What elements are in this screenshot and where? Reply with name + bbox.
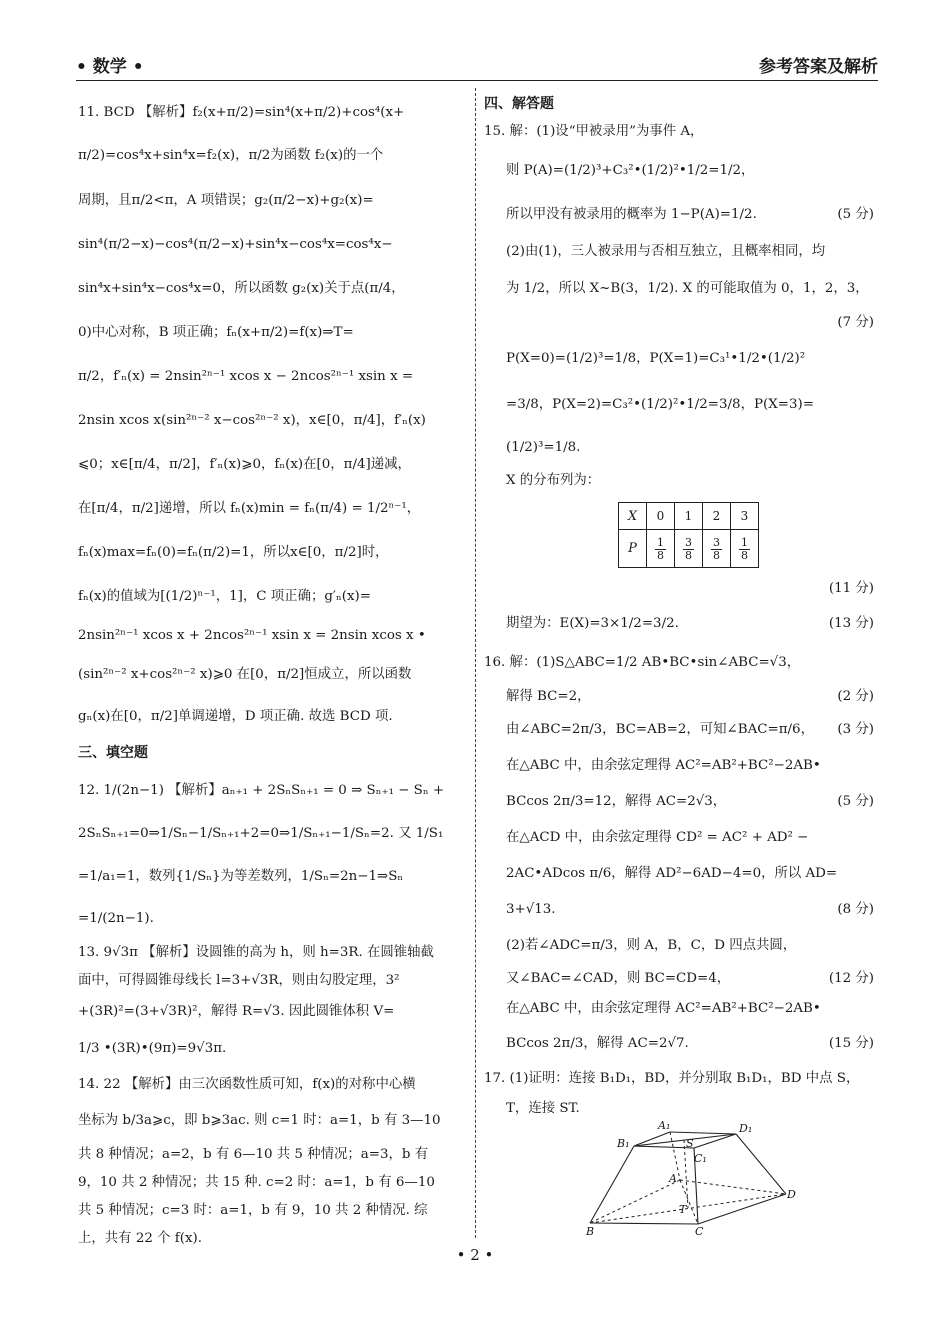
line-text: 12. 1/(2n−1) 【解析】aₙ₊₁ + 2SₙSₙ₊₁ = 0 ⇒ Sₙ₊₁ − Sₙ +: [78, 783, 445, 799]
line-text: π/2)=cos⁴x+sin⁴x=f₂(x)，π/2为函数 f₂(x)的一个: [78, 148, 384, 164]
denominator: 8: [713, 549, 720, 562]
right-column: [484, 92, 874, 1124]
table-row: [619, 503, 759, 530]
text-line: [484, 604, 874, 644]
score-points: (8 分): [837, 902, 874, 918]
line-text: (1/2)³=1/8.: [506, 440, 581, 456]
numerator: 3: [713, 535, 720, 549]
line-text: 四、解答题: [484, 96, 554, 112]
text-line: [78, 1197, 466, 1225]
numerator: 1: [657, 535, 664, 549]
score-points: (15 分): [828, 1036, 874, 1052]
text-line: [484, 468, 874, 494]
text-line: [78, 575, 466, 619]
line-text: 期望为：E(X)=3×1/2=3/2.: [506, 616, 679, 632]
text-line: [484, 820, 874, 856]
line-text: fₙ(x)max=fₙ(0)=fₙ(π/2)=1，所以x∈[0，π/2]时，: [78, 545, 389, 561]
line-text: P(X=0)=(1/2)³=1/8，P(X=1)=C₃¹•1/2•(1/2)²: [506, 351, 806, 367]
line-text: 2nsin xcos x(sin²ⁿ⁻² x−cos²ⁿ⁻² x)，x∈[0，π/4]，f′ₙ(x): [78, 413, 426, 429]
text-line: [78, 267, 466, 311]
line-text: 在[π/4，π/2]递增，所以 fₙ(x)min = fₙ(π/4) = 1/2ⁿ⁻¹，: [78, 501, 421, 517]
text-line: [484, 964, 874, 994]
line-text: 上，共有 22 个 f(x).: [78, 1231, 202, 1247]
section-heading: [484, 92, 874, 116]
table-cell: 2: [703, 503, 731, 530]
text-line: [78, 939, 466, 967]
line-text: BCcos 2π/3=12，解得 AC=2√3，: [506, 794, 727, 810]
line-text: 9，10 共 2 种情况；共 15 种. c=2 时：a=1，b 有 6—10: [78, 1175, 435, 1191]
line-text: (sin²ⁿ⁻² x+cos²ⁿ⁻² x)⩾0 在[0，π/2]恒成立，所以函数: [78, 667, 412, 683]
text-line: [78, 855, 466, 899]
label-S: S: [686, 1137, 694, 1150]
table-cell: 3: [731, 503, 759, 530]
label-C1: C₁: [694, 1152, 707, 1165]
line-text: (2)由(1)，三人被录用与否相互独立，且概率相同，均: [506, 244, 826, 260]
line-text: 由∠ABC=2π/3，BC=AB=2，可知∠BAC=π/6，: [506, 722, 814, 738]
line-text: 三、填空题: [78, 745, 148, 761]
left-column: [78, 92, 466, 1253]
line-text: +(3R)²=(3+√3R)²，解得 R=√3. 因此圆锥体积 V=: [78, 1004, 395, 1020]
text-line: [484, 1024, 874, 1064]
text-line: [484, 428, 874, 468]
table-cell: [731, 530, 759, 568]
fraction: [711, 537, 722, 562]
label-B1: B₁: [617, 1137, 630, 1150]
table-cell: [703, 530, 731, 568]
text-line: [484, 1064, 874, 1094]
text-line: [484, 994, 874, 1024]
text-line: [78, 443, 466, 487]
text-line: [78, 355, 466, 399]
line-text: 11. BCD 【解析】f₂(x+π/2)=sin⁴(x+π/2)+cos⁴(x+: [78, 104, 405, 120]
line-text: =1/(2n−1).: [78, 911, 154, 927]
distribution-table: [618, 502, 759, 568]
line-text: 周期，且π/2<π，A 项错误；g₂(π/2−x)+g₂(x)=: [78, 193, 374, 209]
text-line: [484, 148, 874, 194]
line-text: 2SₙSₙ₊₁=0⇒1/Sₙ−1/Sₙ₊₁+2=0⇒1/Sₙ₊₁−1/Sₙ=2. 又 1/S₁: [78, 826, 444, 842]
text-line: [78, 311, 466, 355]
line-text: sin⁴x+sin⁴x−cos⁴x=0，所以函数 g₂(x)关于点(π/4，: [78, 281, 405, 297]
line-text: π/2，f′ₙ(x) = 2nsin²ⁿ⁻¹ xcos x − 2ncos²ⁿ⁻¹ xsin x =: [78, 369, 414, 385]
numerator: 3: [685, 535, 692, 549]
right-column-top: [484, 92, 874, 494]
line-text: 在△ACD 中，由余弦定理得 CD² = AC² + AD² −: [506, 830, 809, 846]
table-cell: [675, 530, 703, 568]
line-text: gₙ(x)在[0，π/2]单调递增，D 项正确. 故选 BCD 项.: [78, 709, 393, 725]
line-text: 则 P(A)=(1/2)³+C₃²•(1/2)²•1/2=1/2，: [506, 163, 755, 179]
label-A1: A₁: [658, 1119, 671, 1132]
column-divider: [475, 88, 476, 1238]
text-line: [484, 336, 874, 382]
text-line: [78, 995, 466, 1029]
line-text: BCcos 2π/3，解得 AC=2√7.: [506, 1036, 689, 1052]
text-line: [484, 268, 874, 310]
text-line: [78, 1169, 466, 1197]
text-line: [484, 784, 874, 820]
text-line: [78, 619, 466, 653]
text-line: [78, 92, 466, 133]
text-line: [78, 531, 466, 575]
section-title: 参考答案及解析: [759, 57, 878, 77]
text-line: [78, 1101, 466, 1141]
text-line: [484, 194, 874, 236]
page-number: • 2 •: [456, 1246, 494, 1264]
line-text: 所以甲没有被录用的概率为 1−P(A)=1/2.: [506, 207, 757, 223]
text-line: [78, 967, 466, 995]
score-points: (7 分): [837, 315, 874, 331]
line-text: 面中，可得圆锥母线长 l=3+√3R，则由勾股定理，3²: [78, 973, 400, 989]
line-text: 3+√13.: [506, 902, 556, 918]
text-line: [78, 899, 466, 939]
line-text: 在△ABC 中，由余弦定理得 AC²=AB²+BC²−2AB•: [506, 1001, 821, 1017]
line-text: 14. 22 【解析】由三次函数性质可知，f(x)的对称中心横: [78, 1077, 416, 1093]
line-text: 共 8 种情况；a=2，b 有 6—10 共 5 种情况；a=3，b 有: [78, 1147, 429, 1163]
text-line: [78, 653, 466, 697]
text-line: [484, 712, 874, 748]
label-D1: D₁: [739, 1122, 753, 1135]
line-text: sin⁴(π/2−x)−cos⁴(π/2−x)+sin⁴x−cos⁴x=cos⁴x−: [78, 237, 393, 253]
text-line: [484, 382, 874, 428]
label-B: B: [586, 1225, 595, 1236]
line-text: 13. 9√3π 【解析】设圆锥的高为 h，则 h=3R. 在圆锥轴截: [78, 945, 434, 961]
subject-label: • 数学 •: [76, 57, 144, 77]
line-text: 16. 解：(1)S△ABC=1/2 AB•BC•sin∠ABC=√3，: [484, 655, 801, 671]
line-text: 在△ABC 中，由余弦定理得 AC²=AB²+BC²−2AB•: [506, 758, 821, 774]
label-T: T: [679, 1203, 687, 1216]
line-text: X 的分布列为：: [506, 473, 601, 489]
text-line: [484, 644, 874, 682]
line-text: 1/3 •(3R)•(9π)=9√3π.: [78, 1041, 227, 1057]
text-line: [484, 574, 874, 604]
right-column-bottom: [484, 574, 874, 1124]
table-cell: 0: [647, 503, 675, 530]
line-text: =3/8，P(X=2)=C₃²•(1/2)²•1/2=3/8，P(X=3)=: [506, 397, 814, 413]
score-points: (11 分): [828, 581, 874, 597]
text-line: [484, 236, 874, 268]
score-points: (12 分): [828, 971, 874, 987]
text-line: [78, 133, 466, 179]
text-line: [484, 748, 874, 784]
text-line: [78, 813, 466, 855]
table-cell: P: [619, 530, 647, 568]
line-text: =1/a₁=1，数列{1/Sₙ}为等差数列，1/Sₙ=2n−1⇒Sₙ: [78, 869, 404, 885]
line-text: fₙ(x)的值域为[(1/2)ⁿ⁻¹，1]，C 项正确；g′ₙ(x)=: [78, 589, 371, 605]
line-text: 为 1/2，所以 X~B(3，1/2). X 的可能取值为 0，1，2，3，: [506, 281, 869, 297]
table-cell: [647, 530, 675, 568]
line-text: 17. (1)证明：连接 B₁D₁，BD，并分别取 B₁D₁，BD 中点 S，: [484, 1071, 860, 1087]
label-C: C: [695, 1225, 704, 1236]
text-line: [78, 399, 466, 443]
score-points: (5 分): [837, 207, 874, 223]
text-line: [484, 856, 874, 892]
line-text: 2nsin²ⁿ⁻¹ xcos x + 2ncos²ⁿ⁻¹ xsin x = 2nsin xcos x •: [78, 628, 426, 644]
frustum-figure: [576, 1118, 806, 1236]
score-points: (13 分): [828, 616, 874, 632]
line-text: 2AC•ADcos π/6，解得 AD²−6AD−4=0，所以 AD=: [506, 866, 838, 882]
fraction: [739, 537, 750, 562]
line-text: 0)中心对称，B 项正确；fₙ(x+π/2)=f(x)⇒T=: [78, 325, 354, 341]
line-text: 共 5 种情况；c=3 时：a=1，b 有 9，10 共 2 种情况. 综: [78, 1203, 428, 1219]
denominator: 8: [657, 549, 664, 562]
line-text: 解得 BC=2，: [506, 689, 591, 705]
text-line: [484, 928, 874, 964]
page-header: [76, 50, 878, 81]
score-points: (3 分): [837, 722, 874, 738]
text-line: [78, 1029, 466, 1069]
text-line: [78, 697, 466, 737]
score-points: (2 分): [837, 689, 874, 705]
denominator: 8: [685, 549, 692, 562]
text-line: [78, 1069, 466, 1101]
table-cell: X: [619, 503, 647, 530]
numerator: 1: [741, 535, 748, 549]
line-text: 又∠BAC=∠CAD，则 BC=CD=4，: [506, 971, 731, 987]
denominator: 8: [741, 549, 748, 562]
text-line: [484, 310, 874, 336]
text-line: [78, 487, 466, 531]
text-line: [78, 223, 466, 267]
line-text: ⩽0；x∈[π/4，π/2]，f′ₙ(x)⩾0，fₙ(x)在[0，π/4]递减，: [78, 457, 411, 473]
line-text: 15. 解：(1)设“甲被录用”为事件 A，: [484, 124, 704, 140]
fraction: [655, 537, 666, 562]
section-heading: [78, 737, 466, 769]
line-text: T，连接 ST.: [506, 1101, 580, 1117]
text-line: [78, 1141, 466, 1169]
text-line: [484, 892, 874, 928]
text-line: [78, 769, 466, 813]
fraction: [683, 537, 694, 562]
text-line: [78, 179, 466, 223]
label-D: D: [787, 1188, 796, 1201]
text-line: [484, 116, 874, 148]
label-A: A: [669, 1172, 677, 1185]
text-line: [484, 682, 874, 712]
line-text: (2)若∠ADC=π/3，则 A，B，C，D 四点共圆，: [506, 938, 797, 954]
score-points: (5 分): [837, 794, 874, 810]
table-cell: 1: [675, 503, 703, 530]
table-row: [619, 530, 759, 568]
line-text: 坐标为 b/3a⩾c，即 b⩾3ac. 则 c=1 时：a=1，b 有 3—10: [78, 1113, 441, 1129]
